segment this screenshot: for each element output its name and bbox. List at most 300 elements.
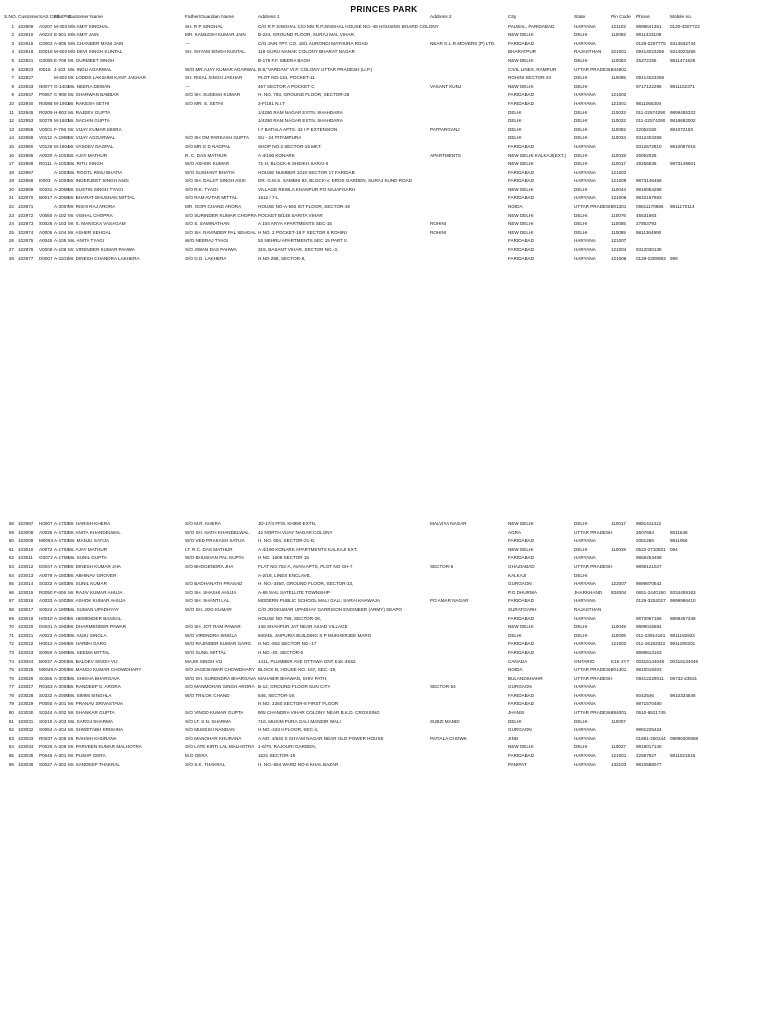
table-cell: A-1903 [54,632,69,638]
table-cell: POCKET B/148 SARITA VIHAR [258,212,323,218]
table-cell: MALVIYA NAGAR [430,521,467,526]
table-row [4,520,764,529]
table-cell: 102967 [18,169,34,175]
table-cell: 110076 [611,212,626,218]
table-cell: 9891411412 [636,521,662,526]
table-cell: M-1601 [54,118,70,124]
table-cell: W/O VIRENDRA SINGLA [185,632,238,638]
table-row [4,117,764,126]
table-row [4,615,764,624]
table-cell: G0005 [39,57,53,63]
table-cell: 25272155 [636,57,657,63]
table-cell: 0129-3252027 [636,598,666,604]
table-cell: 102921 [18,57,34,63]
table-cell: A-1803 [54,572,69,578]
table-cell: H0012 [39,641,53,647]
table-cell: Mr. HEMENDER BANSAL [68,615,122,621]
table-cell: W/O SH. NATH KHANDELWAL [185,529,249,535]
table-cell: 68 [8,606,14,612]
table-cell: 83 [8,735,14,741]
table-cell: A-301 [54,753,67,759]
table-cell: PO AMAR NAGAR [430,598,469,604]
table-cell: 102940 [18,100,34,106]
table-cell: C/O JAIN TPT. CO. 18/1 AURONDI MATHURA ROAD [258,40,368,46]
table-cell: S/O SH. SHANTI LAL [185,598,230,604]
table-cell: 5 [11,57,14,63]
table-cell: P0067 [39,92,53,98]
table-cell: 467 SECTOR A POCKET C [258,83,315,89]
table-cell: 45531983 [636,212,657,218]
table-cell: 77 [8,684,14,690]
table-cell: 61 [8,546,14,552]
table-cell: 11 [9,109,14,115]
column-header: Pin Code [611,15,631,20]
table-cell: 011-26182322 [636,641,666,647]
table-cell: E-501 [54,32,67,38]
table-cell: Mr. INDERJEET SINGH ASDI [68,178,129,184]
table-cell: NEW DELHI [508,83,534,89]
table-cell: S0332 [39,692,53,698]
table-row [4,563,764,572]
table-cell: 102918 [18,49,34,55]
table-cell: 121002 [611,641,627,647]
table-cell: 102977 [18,255,34,261]
table-cell: 9811021515 [670,753,696,759]
table-cell: H. NO. 604, SECTOR-21-D, [258,538,316,544]
table-cell: HARYANA [574,247,596,253]
table-cell: 102909 [18,23,34,29]
table-cell: 42 NORTH VIJAY NAGAR COLONY [258,529,333,535]
table-cell: S/O VINOD KUMAR GUPTA [185,710,244,716]
table-cell: 29256635 [636,161,657,167]
table-cell: HARYANA [574,100,596,106]
table-cell: 981072150 [670,126,693,132]
table-cell: S0064 [39,727,53,733]
table-cell: 60 [8,538,14,544]
register-table-part-2 [4,520,764,769]
table-body-part-1 [4,23,764,264]
table-cell: Ms. SUNIL GUPTA [68,555,107,561]
table-cell: Mr. SANDEEP THAKRAL [68,761,120,767]
table-cell: H NO. 1609 SECTOR 16 [258,555,309,561]
table-cell: 62 [8,555,14,561]
table-cell: S0026 [39,221,53,227]
table-cell: 319, BASANT VIHAR, SECTOR NO.-3, [258,247,339,253]
table-cell: 102933 [18,83,34,89]
table-cell: A-2005 [54,186,69,192]
table-row [4,692,764,701]
table-cell: S0244 [39,710,53,716]
table-cell: S/O G.D. LAKHERA [185,255,227,261]
table-cell: DELHI [574,75,588,81]
table-row [4,589,764,598]
table-cell: P.O DHURWA [508,589,538,595]
table-row [4,134,764,143]
table-cell: 0651-2440150 [636,589,666,595]
table-cell: HARYANA [574,40,596,46]
table-cell: KALKAJI [508,572,527,578]
table-cell: 84 [8,744,14,750]
table-cell: 716, MUKIM PURA GALI MANDIR WALI [258,718,341,724]
table-cell: S/O SH. DALJIT SINGH ASSI [185,178,246,184]
table-cell: 110027 [611,744,626,750]
table-cell: HARYANA [574,735,596,741]
table-cell: Mr. PARVEEN KUMAR MALHOTRA [68,744,142,750]
table-cell: 103019 [18,615,34,621]
table-row [4,666,764,675]
table-cell: HARYANA [574,238,596,244]
table-cell: FARIDABAD [508,100,535,106]
table-cell: 103030 [18,710,34,716]
table-cell: 321001 [611,49,627,55]
table-cell: G-1403 [54,83,70,89]
table-cell: 70 [8,624,14,630]
table-cell: 9818682002 [670,118,696,124]
table-cell: Mr. RANDEEP S. ARORA [68,684,121,690]
table-cell: 9314023256 [670,49,696,55]
table-cell: W/O NEERAJ TYAGI [185,238,229,244]
table-cell: Mr. ASHER SEHGAL [68,229,112,235]
table-cell: 82 [8,727,14,733]
table-cell: 1/4290 RAM NAGAR EXTN. SHAHDARA [258,118,343,124]
table-cell: H. NO.-654 WARD NO-6 KHAL BAZAR [258,761,339,767]
table-cell: S/O SH. SUDESH KUMAR [185,92,241,98]
table-row [4,48,764,57]
table-cell: A-1004 [54,178,69,184]
table-cell: Mr. VIJAY AGGARWAL [68,135,116,141]
table-cell: Ms. SEEMA MITTAL [68,649,110,655]
table-cell: 09414023256 [636,75,665,81]
table-cell: 102976 [18,247,34,253]
table-row [4,229,764,238]
table-cell: D0018 [39,49,53,55]
table-cell: A-102 [54,212,67,218]
table-cell: 12 [8,118,14,124]
table-cell: AGRA [508,529,522,535]
table-cell: 102970 [18,195,34,201]
table-cell: M-1904 [54,143,70,149]
table-cell: 9810167693 [636,195,662,201]
table-cell: 9873149901 [670,161,696,167]
table-cell: 834004 [611,589,627,595]
table-cell: PATPARGANJ [430,126,460,132]
table-row [4,237,764,246]
table-cell: A-1002 [54,161,69,167]
table-cell: A-205 [54,735,67,741]
table-row [4,66,764,75]
table-cell: S/O BHOGENDRA JHA [185,563,234,569]
table-cell: S/O JIWAN DAS PAHWA [185,247,237,253]
table-cell: A-1905 [54,649,69,655]
table-cell: A0045 [39,238,53,244]
table-cell: A-103 [54,221,67,227]
table-cell: S/O BADHANATH PRASAD [185,581,243,587]
table-cell: I-7 BATHLA APTS. 43 I P EXTENSION [258,126,338,132]
table-cell: B-8,"VARDAN" VI.P. COLONY UTTAR PRADESH (U.P.) [258,66,373,72]
table-cell: 26092026 [636,152,657,158]
table-cell: A-106 [54,247,67,253]
table-cell: 9873097166 [636,615,662,621]
table-cell: MAJIK SINGH VIJ [185,658,223,664]
table-cell: Ms. SUMAN UPADHYAY [68,606,119,612]
table-cell: DELHI [574,126,588,132]
table-cell: 16 [8,152,14,158]
table-cell: DELHI [574,118,588,124]
table-cell: HARYANA [574,143,596,149]
table-cell: Mr. DHARMENDER PAWAR [68,624,127,630]
table-cell: M/s AMIT SINGHAL [68,23,109,29]
table-cell: H0010 [39,615,53,621]
table-cell: NEW DELHI [508,186,534,192]
table-cell: BULANDSHAHR [508,675,543,681]
table-cell: 2607684 [636,529,654,535]
table-cell: 27 [8,247,14,253]
table-cell: JHANSI [508,710,525,716]
table-cell: Ms. SIMMI SINGHLA [68,692,112,698]
table-cell: A-105 [54,238,67,244]
table-cell: A-201 [54,701,67,707]
table-cell: 103008 [18,529,34,535]
table-cell: V0112 [39,135,52,141]
table-cell: S0024 [39,606,53,612]
table-cell: S/O S. SAMINATHAN [185,221,230,227]
table-cell: HARYANA [574,761,596,767]
table-cell: A0033 [39,598,53,604]
table-cell: A0005 [39,229,53,235]
table-cell: 103012 [18,563,34,569]
table-cell: DELHI [508,632,522,638]
table-cell: HARYANA [574,581,596,587]
table-cell: Mr. ABHINAV GROVER [68,572,117,578]
table-cell: JIND [508,735,519,741]
table-cell: A-1101 [54,255,69,261]
table-cell: HARYANA [574,23,596,29]
table-cell: DELHI [574,632,588,638]
table-cell: 00316134046 [670,658,699,664]
table-cell: DELHI [574,57,588,63]
table-cell: 81 [8,718,14,724]
table-cell: 132103 [611,761,627,767]
table-cell: FARIDABAD [508,641,535,647]
table-cell: 01681-250244 [636,735,666,741]
table-cell: FARIDABAD [508,178,535,184]
table-cell: 1521 SECTOR-15 [258,753,296,759]
table-cell: 9818017140 [636,744,662,750]
table-cell: PANIPAT [508,761,527,767]
column-header: Address 1 [258,15,280,20]
table-cell: DELHI [574,718,588,724]
table-row [4,580,764,589]
table-cell: R0088 [39,100,53,106]
table-cell: M0049 [39,667,54,673]
table-row [4,529,764,538]
table-cell: 15 [8,143,14,149]
table-cell: Ms. NEERA DEWAN [68,83,111,89]
table-cell: HOUSE NO-A-592 IST FLOOR, SECTOR-19 [258,204,350,210]
table-cell: 103020 [18,624,34,630]
table-cell: 0120-4307723 [670,23,700,29]
table-cell: 5042546 [636,692,654,698]
table-cell: A-2006 [54,692,69,698]
table-cell: 9911280201 [670,641,696,647]
table-cell: 103036 [18,761,34,767]
table-cell: S/O JAGESHWAR CHOWDHARY [185,667,255,673]
table-cell: 19 [8,178,14,184]
table-cell: B-224, GROUND FLOOR, SURAJ MAL VIHAR, [258,32,356,38]
table-cell: 9312404265 [636,135,662,141]
table-cell: FARIDABAD [508,615,535,621]
table-cell: MR. GOPI CHAND ARORA [185,204,242,210]
table-cell: DELHI [574,229,588,235]
table-cell: K1K 2Y7 [611,658,630,664]
table-cell: 102937 [18,92,34,98]
table-cell: Mr. DINESH KUMAR JHA [68,563,121,569]
table-cell: Mr. MANOJ KUMAR CHOWDHARY [68,667,142,673]
table-cell: S/O LT. S.N. SHARMA [185,718,232,724]
table-cell: 110085 [611,229,626,235]
table-cell: UTTAR PRADESH [574,675,613,681]
table-cell: 103033 [18,735,34,741]
table-row [4,83,764,92]
table-cell: A-1703 [54,538,69,544]
table-cell: BLOCK B, HOUSE NO. 167, SEC.-19, [258,667,337,673]
table-cell: 146 SHAHPUR JAT NEAR ASIAD VILLAGE [258,624,348,630]
table-cell: 9811170114 [670,204,695,210]
table-cell: 67 [8,598,14,604]
table-cell: Mr. HARBH GARG [68,641,107,647]
table-cell: R0209 [39,109,53,115]
table-cell: --- [185,40,190,46]
table-cell: 121006 [611,255,627,261]
table-row [4,100,764,109]
table-cell: S/O MR. S. SETHI [185,100,224,106]
table-cell: 103014 [18,581,34,587]
table-cell: 103016 [18,598,34,604]
table-cell: 9312030135 [636,247,662,253]
table-cell: S/O MUKESH NANDAN [185,727,235,733]
table-cell: BHARATPUR [508,49,536,55]
table-cell: 3 [11,40,14,46]
table-row [4,640,764,649]
table-cell: 103009 [18,538,34,544]
table-cell: DELHI [508,718,522,724]
table-cell: 110085 [611,75,626,81]
table-cell: VILLAGE REWLA KHANPUR PO NAJAFGARH [258,186,356,192]
table-cell: FARIDABAD [508,143,535,149]
table-cell: DELHI [574,521,588,526]
table-cell: HARYANA [574,684,596,690]
table-cell: A-104 [54,229,67,235]
table-cell: 9 [11,92,14,98]
table-cell: A-2003 [54,667,69,673]
table-cell: Mr. VIJAY KUMAR MISRA [68,126,122,132]
table-cell: 25 [8,229,14,235]
table-cell: HARYANA [574,178,596,184]
table-cell: H.NO.-40, SECTOR-6 [258,649,304,655]
table-row [4,255,764,264]
table-cell: A-2006 [54,195,69,201]
table-cell: R. C. DAS MATHUR [185,152,227,158]
table-cell: A-1706 [54,563,69,569]
table-cell: W/O SH. SURENDRA BHARGAVA [185,675,257,681]
table-cell: Ms. RITU SINGH [68,161,104,167]
table-cell: 102974 [18,229,34,235]
table-cell: H. NO. 793, GROUND FLOOR, SECTOR-28 [258,92,350,98]
table-cell: FARIDABAD [508,255,535,261]
table-cell: 17 [8,161,14,167]
table-cell: NEW DELHI KALKAJI(EXT.) [508,152,566,158]
table-cell: A-302 [54,761,67,767]
column-header: S.NO. [4,15,18,20]
table-row [4,109,764,118]
table-cell: 1 [11,23,14,29]
table-cell: ONTARIO [574,658,595,664]
table-cell: Ms. INDU AGARWAL [68,66,112,72]
table-cell: S/O SH. RAVINDER PAL SEHGAL [185,229,256,235]
column-header: Address 2 [430,15,452,20]
table-cell: 72 [8,641,14,647]
table-cell: 244901 [611,66,627,72]
table-cell: 9899641351 [636,23,662,29]
table-cell: S/O MANOHAR KHURANA [185,735,242,741]
table-cell: ROHINI SECTOR-24 [508,75,552,81]
table-row [4,735,764,744]
table-cell: 103025 [18,667,34,673]
table-cell: C-906 [54,92,67,98]
column-header: State [574,15,586,20]
table-cell: NEW DELHI [508,221,534,227]
table-cell: 9717122296 [636,83,662,89]
table-cell: F-706 [54,126,67,132]
table-cell: Mr. RAHISH KHURANA [68,735,117,741]
table-cell: H NO. 2 POCKET-18 F SECTOR 8 ROHINI [258,229,347,235]
table-cell: C0002 [39,40,53,46]
table-cell: Ms. SHIKHA BHARGAVA [68,675,120,681]
table-cell: 9811192922 [670,632,695,638]
table-cell: 011-22574290 [636,109,666,115]
table-cell: DELHI [574,109,588,115]
table-cell: A-2003 [54,675,69,681]
table-cell: 59 [8,529,14,535]
table-cell: NOIDA [508,204,523,210]
table-cell: Mr. DINESH CHANDRA LAKHERA [68,255,140,261]
table-cell: A-1903 [54,615,69,621]
table-cell: HARYANA [574,169,596,175]
table-cell: SH. SHYAM SINGH KUNTAL [185,49,245,55]
table-cell: 9810087015 [670,143,696,149]
table-cell: NOIDA [508,667,523,673]
table-cell: 102971 [18,204,34,210]
table-cell: UTTAR PRADESH [574,563,613,569]
table-cell: R0050 [39,589,53,595]
table-cell: Mr. LODDS LAKSHMI KANT JAKHAR [68,75,146,81]
table-cell: 1-6/70, RAJOURI GARDEN, [258,744,316,750]
table-cell: 13 [8,126,14,132]
table-cell: 110085 [611,221,626,227]
table-cell: 121002 [611,92,627,98]
table-cell: GURGAON [508,727,532,733]
table-row [4,623,764,632]
table-cell: 3-F/161 N.I.T [258,100,286,106]
table-cell: 102966 [18,161,34,167]
table-row [4,700,764,709]
table-cell: R0037 [39,735,53,741]
table-cell: V0060 [39,212,53,218]
table-cell: RAJASTHAN [574,49,602,55]
table-cell: Mr. VISHAL CHOPRA [68,212,113,218]
table-cell: D0007 [39,255,53,261]
table-row [4,649,764,658]
